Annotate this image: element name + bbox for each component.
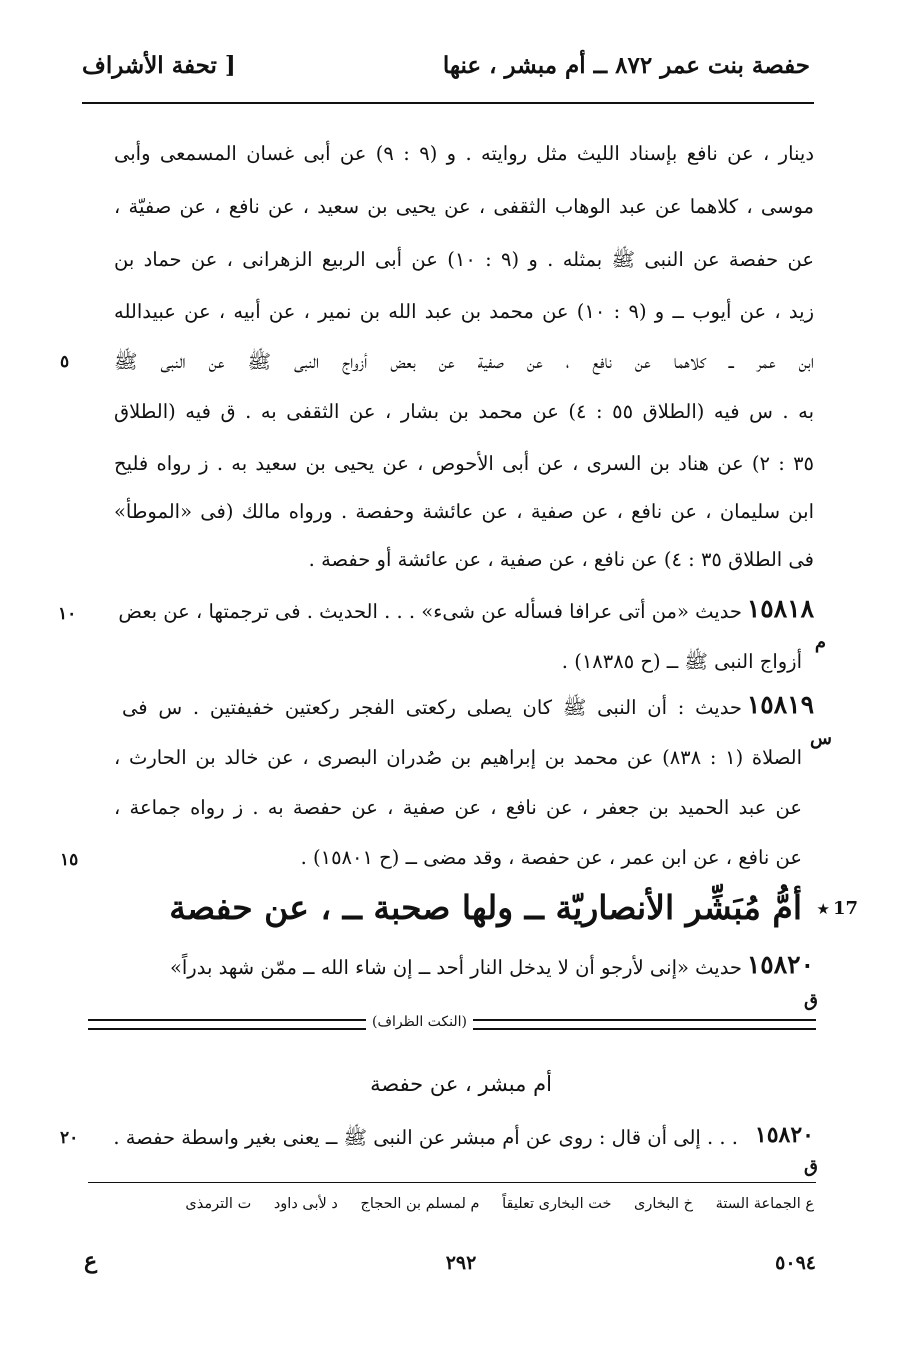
running-header-title: حفصة بنت عمر ٨٧٢ ــ أم مبشر ، عنها	[442, 52, 810, 79]
hadith-text: حديث «من أتى عرافا فسأله عن شىء» . . . الحديث . فى ترجمتها ، عن بعض	[118, 600, 742, 623]
siglum-marker: ق	[804, 1156, 818, 1177]
section-number: 17	[832, 898, 858, 919]
page-number: ٢٩٢	[445, 1252, 477, 1274]
abbreviation-item: ع الجماعة الستة	[715, 1196, 814, 1212]
abbreviation-item: د لأبى داود	[273, 1196, 338, 1212]
body-line: دينار ، عن نافع بإسناد الليث مثل روايته . و (٩ : ٩) عن أبى غسان المسمعى وأبى	[114, 142, 815, 165]
body-line: ابن عمر ــ كلاهما عن نافع ، عن صفية عن بعض أزواج النبى ﷺ عن النبى ﷺ	[114, 350, 814, 373]
abbreviation-item: خ البخارى	[634, 1196, 693, 1212]
body-line: ٣٥ : ٢) عن هناد بن السرى ، عن أبى الأحوص ، عن يحيى بن سعيد به . ز رواه فليح	[114, 452, 815, 475]
body-line: فى الطلاق ٣٥ : ٤) عن نافع ، عن صفية ، عن عائشة أو حفصة .	[308, 548, 814, 571]
nukat-label: (النكت الظراف)	[366, 1014, 473, 1030]
abbreviation-item: م لمسلم بن الحجاج	[360, 1196, 480, 1212]
body-line: موسى ، كلاهما عن عبد الوهاب الثقفى ، عن يحيى بن سعيد ، عن نافع ، عن صفيّة ،	[114, 195, 814, 218]
line-number-margin: ٥	[60, 352, 70, 372]
abbreviation-item: ت الترمذى	[185, 1196, 252, 1212]
nukat-text: . . . إلى أن قال : روى عن أم مبشر عن النبى ﷺ ــ يعنى بغير واسطة حفصة .	[113, 1126, 738, 1149]
hadith-text: عن نافع ، عن ابن عمر ، عن حفصة ، وقد مضى ــ (ح ١٥٨٠١) .	[300, 846, 802, 869]
signature-mark: ع	[84, 1248, 98, 1274]
footnote-rule	[88, 1182, 816, 1183]
siglum-marker: س	[810, 728, 832, 749]
hadith-number: ١٥٨١٩	[746, 690, 814, 719]
body-line: ابن سليمان ، عن نافع ، عن صفية ، عن عائشة وحفصة . ورواه مالك (فى «الموطأ»	[114, 500, 814, 523]
line-number-margin: ١٥	[60, 850, 79, 870]
hadith-text: الصلاة (١ : ٨٣٨) عن محمد بن إبراهيم بن صُدران البصرى ، عن خالد بن الحارث ،	[114, 746, 803, 769]
header-rule	[82, 102, 814, 104]
volume-page-number: ٥٠٩٤	[775, 1252, 816, 1274]
siglum-marker: ق	[804, 990, 818, 1011]
hadith-text: أزواج النبى ﷺ ــ (ح ١٨٣٨٥) .	[561, 650, 802, 673]
line-number-margin: ٢٠	[60, 1128, 79, 1148]
nukat-number: ١٥٨٢٠	[754, 1122, 814, 1148]
body-line: به . س فيه (الطلاق ٥٥ : ٤) عن محمد بن بشار ، عن الثقفى به . ق فيه (الطلاق	[114, 400, 815, 423]
running-header-book: [ تحفة الأشراف	[82, 52, 236, 79]
hadith-text: حديث «إنى لأرجو أن لا يدخل النار أحد ــ إن شاء الله ــ ممّن شهد بدراً»	[169, 956, 742, 979]
body-line: زيد ، عن أيوب ــ و (٩ : ١٠) عن محمد بن عبد الله بن نمير ، عن أبيه ، عن عبيدالله	[114, 300, 815, 323]
hadith-text: حديث : أن النبى ﷺ كان يصلى ركعتى الفجر ركعتين خفيفتين . س فى	[122, 696, 742, 719]
hadith-number: ١٥٨٢٠	[746, 950, 814, 979]
line-number-margin: ١٠	[58, 604, 77, 624]
abbreviation-item: خت البخارى تعليقاً	[502, 1196, 612, 1212]
siglum-marker: م	[814, 632, 826, 653]
star-marker: ★	[816, 900, 830, 918]
abbreviation-key	[167, 1196, 814, 1212]
nukat-subtitle: أم مبشر ، عن حفصة	[370, 1072, 552, 1096]
body-line: عن حفصة عن النبى ﷺ بمثله . و (٩ : ١٠) عن أبى الربيع الزهرانى ، عن حماد بن	[114, 248, 814, 271]
hadith-number: ١٥٨١٨	[746, 594, 814, 623]
hadith-text: عن عبد الحميد بن جعفر ، عن نافع ، عن صفية ، عن حفصة به . ز رواه جماعة ،	[114, 796, 802, 819]
section-title: أمُّ مُبَشِّر الأنصاريّة ــ ولها صحبة ــ ، عن حفصة	[169, 888, 802, 927]
